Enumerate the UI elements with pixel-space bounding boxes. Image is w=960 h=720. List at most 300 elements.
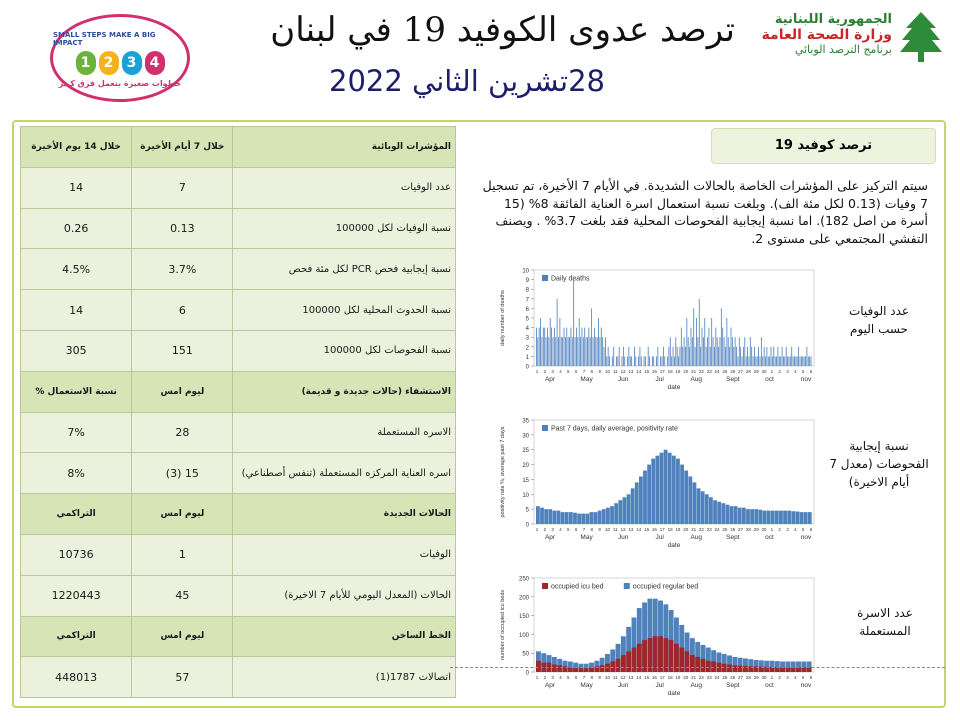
day-tick-label: 25 [722,527,728,532]
y-tick-label: 15 [522,477,529,484]
death-bar [706,347,707,366]
positivity-bar [721,503,725,524]
positivity-bar [771,511,775,524]
day-tick-label: 4 [794,369,797,374]
month-tick-label: May [580,682,593,689]
ministry-line2: وزارة الصحة العامة [761,27,892,43]
positivity-bar [602,509,606,524]
death-bar [769,356,770,366]
death-bar [559,318,560,366]
day-tick-label: 4 [794,675,797,680]
death-bar [798,347,799,366]
death-bar [811,356,812,366]
death-bar [773,347,774,366]
death-bar [696,318,697,366]
legend-label: Past 7 days, daily average, positivity rate [551,425,678,433]
day-tick-label: 10 [604,675,610,680]
death-bar [768,356,769,366]
death-bar [787,356,788,366]
value-7-days: 0.13 [132,208,233,249]
death-bar [733,347,734,366]
death-bar [671,356,672,366]
value-7-days: 57 [132,657,233,698]
death-bar [751,347,752,366]
death-bar [692,337,693,366]
death-bar [630,356,631,366]
day-tick-label: 22 [698,675,704,680]
death-bar [537,337,538,366]
death-bar [606,356,607,366]
positivity-bar [631,488,635,524]
day-tick-label: 8 [590,369,594,374]
day-tick-label: 7 [582,369,586,374]
table-row [21,575,456,616]
death-bar [766,347,767,366]
month-tick-label: Apr [544,534,556,541]
positivity-bar [676,459,680,524]
death-bar [584,328,585,366]
day-tick-label: 3 [551,369,554,374]
y-tick-label: 30 [522,433,529,440]
icu-bed-bar [791,667,796,672]
day-tick-label: 8 [590,675,594,680]
value-14-days: 10736 [21,534,132,575]
positivity-bar [639,476,643,524]
death-bar [664,356,665,366]
death-bar [573,280,574,366]
positivity-bar [796,512,800,524]
death-bar [695,347,696,366]
positivity-bar [598,511,602,524]
row-label: عدد الوفيات [233,167,456,208]
icu-bed-bar [685,651,690,672]
death-bar [689,347,690,366]
positivity-bar [585,514,589,524]
day-tick-label: 4 [794,527,797,532]
death-bar [674,356,675,366]
day-tick-label: 17 [659,675,665,680]
death-bar [640,347,641,366]
icu-bed-bar [727,664,732,672]
death-bar [710,347,711,366]
x-axis-label: date [667,384,681,391]
day-tick-label: 30 [761,675,767,680]
death-bar [703,337,704,366]
death-bar [728,337,729,366]
death-bar [685,347,686,366]
day-tick-label: 2 [543,527,547,532]
death-bar [805,356,806,366]
death-bar [772,356,773,366]
death-bar [605,337,606,366]
death-bar [599,337,600,366]
day-tick-label: 6 [574,369,578,374]
day-tick-label: 8 [590,527,594,532]
table-row [21,208,456,249]
day-tick-label: 26 [730,675,736,680]
month-tick-label: oct [765,682,774,689]
icu-bed-bar [679,648,684,672]
month-tick-label: Sept [726,682,740,689]
icu-bed-bar [573,668,578,672]
death-bar [612,356,613,366]
row-label: نسبة الفحوصات لكل 100000 [233,330,456,371]
y-tick-label: 150 [518,614,529,621]
y-tick-label: 50 [522,651,529,658]
icu-bed-bar [632,648,637,672]
y-tick-label: 5 [525,316,529,323]
positivity-bar [672,456,676,524]
death-bar [764,347,765,366]
death-bar [688,337,689,366]
month-tick-label: Jul [655,534,664,541]
day-tick-label: 9 [598,675,601,680]
death-bar [806,347,807,366]
value-14-days: خلال 14 يوم الأخيرة [21,127,132,168]
month-tick-label: Jul [655,682,664,689]
positivity-bar [758,510,762,524]
positivity-bar [565,512,569,524]
death-bar [653,356,654,366]
row-label: الاستشفاء (حالات جديدة و قديمة) [233,371,456,412]
value-7-days: ليوم امس [132,494,233,535]
death-bar [609,356,610,366]
death-bar [536,328,537,366]
day-tick-label: 5 [801,369,805,374]
day-tick-label: 3 [551,675,554,680]
day-tick-label: 24 [714,527,720,532]
day-tick-label: 4 [559,527,562,532]
day-tick-label: 1 [770,527,774,532]
death-bar [800,356,801,366]
value-14-days: التراكمي [21,616,132,657]
death-bar [739,337,740,366]
day-tick-label: 27 [738,675,744,680]
death-bar [780,356,781,366]
y-tick-label: 9 [525,278,529,285]
table-header-row [21,371,456,412]
day-tick-label: 3 [786,527,789,532]
death-bar [662,356,663,366]
day-tick-label: 22 [698,369,704,374]
cedar-icon [898,10,944,64]
death-bar [731,328,732,366]
death-bar [586,337,587,366]
value-14-days: التراكمي [21,494,132,535]
positivity-bar [730,506,734,524]
icu-bed-bar [801,667,806,672]
death-bar [547,328,548,366]
value-7-days: 45 [132,575,233,616]
value-14-days: 7% [21,412,132,453]
positivity-bar [614,503,618,524]
month-tick-label: Aug [690,376,703,383]
positivity-bar [705,494,709,524]
death-bar [783,356,784,366]
death-bar [802,356,803,366]
death-bar [649,356,650,366]
day-tick-label: 10 [604,527,610,532]
death-bar [700,347,701,366]
day-tick-label: 3 [786,369,789,374]
death-bar [789,356,790,366]
day-tick-label: 12 [620,675,626,680]
day-tick-label: 28 [745,675,751,680]
positivity-bar [791,511,795,524]
icu-bed-bar [626,651,631,672]
y-tick-label: 3 [525,335,529,342]
death-bar [576,328,577,366]
positivity-bar [787,511,791,524]
value-7-days: 3.7% [132,249,233,290]
death-bar [635,356,636,366]
death-bar [709,328,710,366]
death-bar [544,328,545,366]
death-bar [778,347,779,366]
death-bar [765,356,766,366]
death-bar [684,337,685,366]
table-row [21,534,456,575]
y-tick-label: 1 [525,354,529,361]
death-bar [641,356,642,366]
day-tick-label: 25 [722,369,728,374]
y-tick-label: 200 [518,595,529,602]
death-bar [714,347,715,366]
month-tick-label: Apr [544,682,556,689]
y-tick-label: 5 [525,507,529,514]
death-bar [550,318,551,366]
positivity-bar [635,482,639,524]
day-tick-label: 4 [559,369,562,374]
icu-bed-bar [589,667,594,672]
positivity-bar [734,506,738,524]
death-bar [715,328,716,366]
y-tick-label: 8 [525,287,529,294]
day-tick-label: 2 [543,675,547,680]
death-bar [591,308,592,366]
positivity-bar [767,511,771,524]
day-tick-label: 23 [706,675,712,680]
table-row [21,453,456,494]
death-bar [681,328,682,366]
value-14-days: 8% [21,453,132,494]
value-14-days: 14 [21,290,132,331]
month-tick-label: Sept [726,534,740,541]
icu-bed-bar [690,655,695,672]
day-tick-label: 10 [604,369,610,374]
death-bar [644,356,645,366]
y-tick-label: 7 [525,297,529,304]
death-bar [583,337,584,366]
day-tick-label: 9 [598,527,601,532]
ministry-line1: الجمهورية اللبنانية [774,12,892,27]
month-tick-label: nov [800,534,812,541]
month-tick-label: nov [800,682,812,689]
day-tick-label: 1 [535,675,539,680]
death-bar [757,356,758,366]
y-tick-label: 250 [518,576,529,583]
month-tick-label: Jul [655,376,664,383]
day-tick-label: 21 [691,675,697,680]
death-bar [604,347,605,366]
value-7-days: ليوم امس [132,616,233,657]
death-bar [794,356,795,366]
day-tick-label: 14 [636,369,642,374]
death-bar [693,308,694,366]
death-bar [569,337,570,366]
death-bar [613,347,614,366]
positivity-bar [606,508,610,524]
day-tick-label: 19 [675,675,681,680]
death-bar [801,356,802,366]
table-row [21,290,456,331]
positivity-bar [697,488,701,524]
death-bar [554,328,555,366]
death-bar [744,337,745,366]
day-tick-label: 23 [706,527,712,532]
icu-bed-bar [552,664,557,672]
value-7-days: 6 [132,290,233,331]
value-14-days: 1220443 [21,575,132,616]
row-label: نسبة الوفيات لكل 100000 [233,208,456,249]
day-tick-label: 24 [714,675,720,680]
positivity-bar [693,482,697,524]
positivity-bar [664,450,668,524]
day-tick-label: 21 [691,527,697,532]
death-bar [572,337,573,366]
day-tick-label: 3 [786,675,789,680]
value-14-days: 0.26 [21,208,132,249]
death-bar [784,356,785,366]
death-bar [724,337,725,366]
summary-paragraph: سيتم التركيز على المؤشرات الخاصة بالحالات الشديدة. في الأيام 7 الأخيرة، تم تسجيل 7 وفيات (0.13 لكل مئة الف). وبلغت نسبة استعمال اسرة العناية الفائقة 8% (15 أسرة من اصل 182). اما نسبة إيجابية الفحوصات المحلية فقد بلغت 3.7% . ويصنف التفشي المجتمعي على مستوى 2. [482,178,928,246]
day-tick-label: 5 [567,369,570,374]
death-bar [660,356,661,366]
positivity-bar [594,512,598,524]
month-tick-label: May [580,376,593,383]
value-7-days: 7 [132,167,233,208]
death-bar [720,337,721,366]
death-bar [648,347,649,366]
table-header-row [21,494,456,535]
day-tick-label: 18 [667,675,673,680]
table-header-row [21,127,456,168]
death-bar [776,356,777,366]
day-tick-label: 14 [636,527,642,532]
death-bar [668,347,669,366]
icu-bed-bar [584,668,589,672]
day-tick-label: 2 [778,527,781,532]
day-tick-label: 13 [628,369,634,374]
icu-bed-bar [621,655,626,672]
month-tick-label: oct [765,534,774,541]
death-bar [588,328,589,366]
death-bar [791,347,792,366]
logo-step-1: 1 [76,51,96,75]
day-tick-label: 5 [801,527,805,532]
day-tick-label: 6 [809,675,813,680]
death-bar [663,347,664,366]
death-bar [804,356,805,366]
legend-swatch [542,583,548,589]
death-bar [771,347,772,366]
ministry-text [762,12,892,56]
death-bar [543,328,544,366]
y-tick-label: 0 [525,364,529,371]
death-bar [638,356,639,366]
value-7-days: ليوم امس [132,371,233,412]
y-tick-label: 25 [522,448,529,455]
positivity-bar [540,508,544,524]
positivity-bar [742,508,746,524]
positivity-chart [494,412,824,550]
day-tick-label: 29 [753,369,759,374]
value-7-days: (3) 15 [132,453,233,494]
day-tick-label: 17 [659,369,665,374]
death-bar [645,356,646,366]
month-tick-label: nov [800,376,812,383]
value-14-days: 4.5% [21,249,132,290]
day-tick-label: 27 [738,369,744,374]
day-tick-label: 13 [628,675,634,680]
day-tick-label: 13 [628,527,634,532]
legend-label: occupied icu bed [551,583,604,591]
death-bar [598,318,599,366]
legend-swatch [542,275,548,281]
positivity-bar [618,500,622,524]
death-bar [622,356,623,366]
icu-bed-bar [695,657,700,672]
death-bar [597,337,598,366]
positivity-bar [544,509,548,524]
day-tick-label: 19 [675,527,681,532]
day-tick-label: 15 [644,369,650,374]
month-tick-label: Jun [617,376,629,383]
ministry-line3: برنامج الترصد الوبائي [794,43,892,56]
day-tick-label: 26 [730,369,736,374]
death-bar [755,356,756,366]
positivity-bar [573,513,577,524]
day-tick-label: 17 [659,527,665,532]
row-label: الحالات (المعدل اليومي للأيام 7 الاخيرة) [233,575,456,616]
y-tick-label: 2 [525,345,529,352]
positivity-bar [561,512,565,524]
death-bar [608,347,609,366]
death-bar [575,337,576,366]
day-tick-label: 6 [809,527,813,532]
death-bar [743,347,744,366]
death-bar [627,356,628,366]
day-tick-label: 20 [683,527,689,532]
table-row [21,412,456,453]
day-tick-label: 27 [738,527,744,532]
day-tick-label: 20 [683,675,689,680]
positivity-chart-label: نسبة إيجابية الفحوصات (معدل 7 أيام الاخيرة) [829,439,929,489]
logo-slogan-en: SMALL STEPS MAKE A BIG IMPACT [53,30,156,47]
table-row [21,249,456,290]
death-bar [761,337,762,366]
death-bar [678,356,679,366]
death-bar [657,347,658,366]
row-label: الخط الساخن [233,616,456,657]
positivity-bar [800,512,804,524]
death-bar [619,347,620,366]
day-tick-label: 19 [675,369,681,374]
death-bar [601,328,602,366]
day-tick-label: 22 [698,527,704,532]
value-14-days: 448013 [21,657,132,698]
positivity-bar [643,471,647,524]
